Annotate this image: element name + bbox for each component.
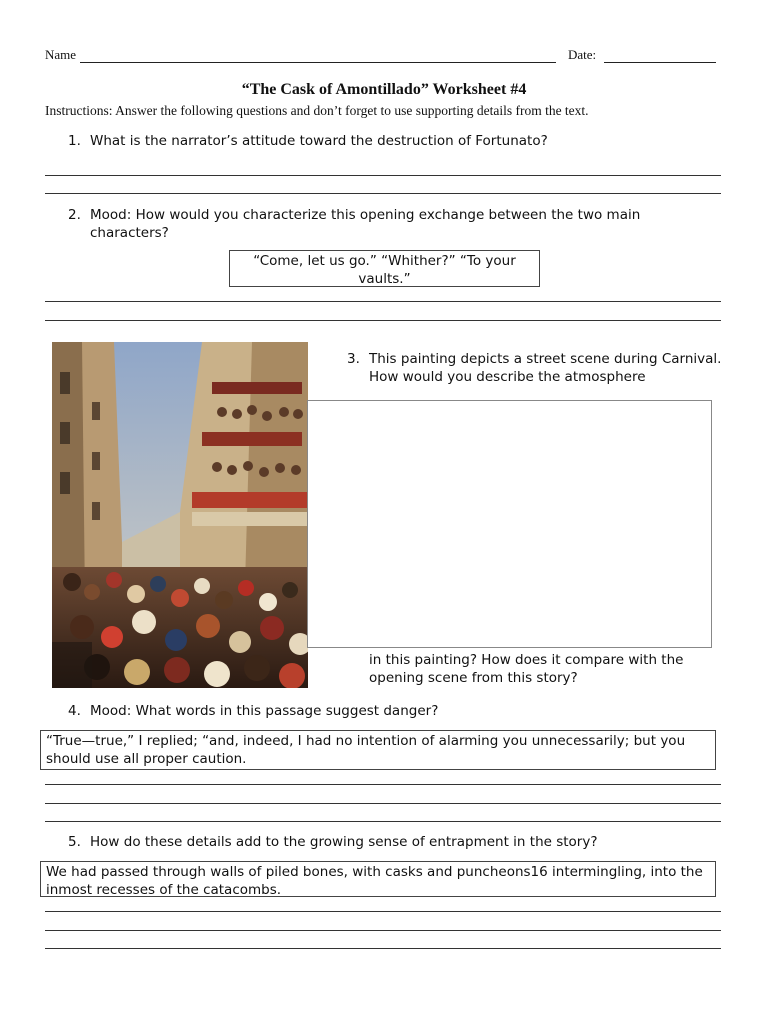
- answer-line[interactable]: [45, 193, 721, 194]
- question-3-continued: in this painting? How does it compare with the opening scene from this story?: [369, 652, 684, 686]
- question-text: This painting depicts a street scene during Carnival. How would you describe the atmosphere: [369, 351, 722, 385]
- date-field[interactable]: [604, 62, 716, 63]
- answer-line[interactable]: [45, 948, 721, 949]
- question-2: [68, 206, 668, 242]
- answer-line[interactable]: [45, 821, 721, 822]
- answer-box[interactable]: [307, 400, 712, 648]
- question-5: [68, 833, 688, 851]
- name-label: Name: [45, 47, 77, 62]
- answer-line[interactable]: [45, 784, 721, 785]
- question-text: Mood: What words in this passage suggest danger?: [90, 703, 439, 719]
- answer-line[interactable]: [45, 803, 721, 804]
- question-number: 4.: [68, 703, 81, 719]
- question-number: 3.: [347, 351, 360, 367]
- instructions: Instructions: Answer the following questions and don’t forget to use supporting details from the text.: [45, 103, 589, 118]
- name-field[interactable]: [80, 62, 556, 63]
- answer-line[interactable]: [45, 301, 721, 302]
- question-text: What is the narrator’s attitude toward the destruction of Fortunato?: [90, 133, 548, 149]
- quote-box: “True—true,” I replied; “and, indeed, I had no intention of alarming you unnecessarily; but you should use all proper caution.: [40, 730, 716, 770]
- answer-line[interactable]: [45, 930, 721, 931]
- question-4: [68, 702, 668, 720]
- worksheet-title: “The Cask of Amontillado” Worksheet #4: [241, 81, 527, 98]
- question-number: 2.: [68, 207, 81, 223]
- answer-line[interactable]: [45, 175, 721, 176]
- question-1: [68, 132, 728, 150]
- carnival-painting: [52, 342, 308, 688]
- date-label: Date:: [568, 47, 597, 62]
- quote-box: We had passed through walls of piled bones, with casks and puncheons16 intermingling, into the inmost recesses of the catacombs.: [40, 861, 716, 897]
- quote-box: “Come, let us go.” “Whither?” “To your vaults.”: [229, 250, 540, 287]
- question-3: [347, 350, 727, 386]
- question-text: Mood: How would you characterize this opening exchange between the two main characters?: [90, 207, 641, 241]
- question-number: 1.: [68, 133, 81, 149]
- answer-line[interactable]: [45, 911, 721, 912]
- question-text: How do these details add to the growing sense of entrapment in the story?: [90, 834, 598, 850]
- answer-line[interactable]: [45, 320, 721, 321]
- question-number: 5.: [68, 834, 81, 850]
